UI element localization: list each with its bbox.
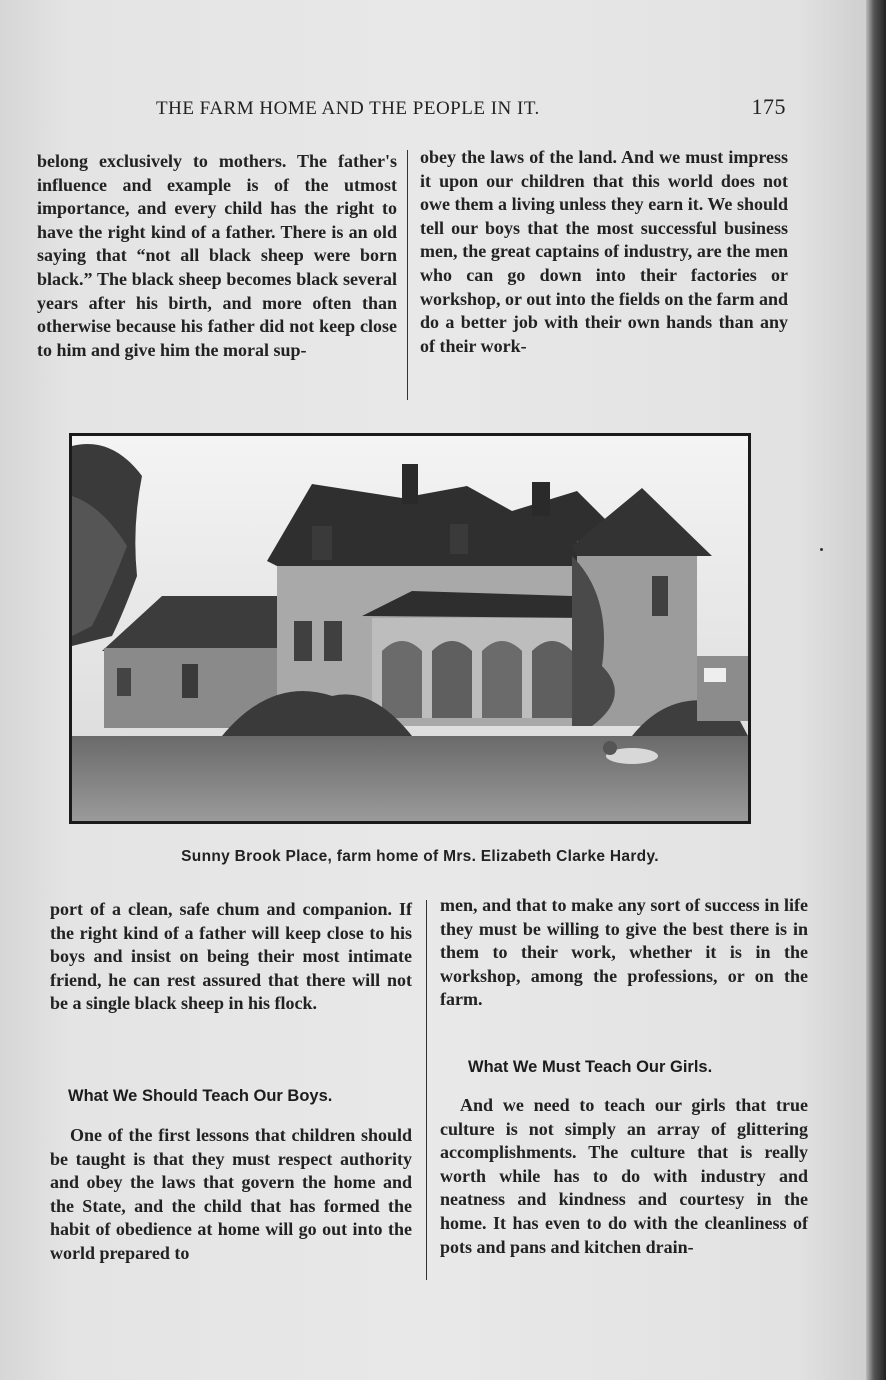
page-number: 175 [751,94,786,119]
bottom-right-paragraph-2: And we need to teach our girls that true culture is not simply an array of glittering accomplishments. The culture that is really worth while has to do with industry and neatness and kindness and courtesy in the home. It has even to do with the cleanliness of pots and pans and kitchen drain- [440,1095,808,1257]
bottom-right-column-2 [440,1094,808,1259]
top-right-paragraph: obey the laws of the land. And we must impress it upon our children that this world does not owe them a living unless they earn it. We should tell our boys that the most successful business men, the great captains of industry, are the men who can go down into their factories or workshop, or out into the fields on the farm and do a better job with their own hands than any of their work- [420,147,788,356]
top-left-column [37,150,397,362]
photo-caption: Sunny Brook Place, farm home of Mrs. Elizabeth Clarke Hardy. [181,848,659,865]
heading-teach-boys: What We Should Teach Our Boys. [68,1087,333,1105]
speck [820,548,823,551]
farmhouse-illustration [72,436,748,821]
bottom-left-column-2 [50,1124,412,1266]
top-left-paragraph: belong exclusively to mothers. The father's influence and example is of the utmost importance, and every child has the right to have the right kind of a father. There is an old saying that “not all black sheep were born black.” The black sheep becomes black several years after his birth, and more often than otherwise because his father did not keep close to him and give him the moral sup- [37,151,397,360]
running-head-title: THE FARM HOME AND THE PEOPLE IN IT. [156,98,540,119]
column-divider-bottom [426,900,427,1280]
farmhouse-photo [69,433,751,824]
bottom-left-paragraph-1: port of a clean, safe chum and companion. If the right kind of a father will keep close to his boys and insist on being their most intimate friend, he can rest assured that there will not be a single black sheep in his flock. [50,899,412,1014]
page-edge-shadow [866,0,886,1380]
bottom-left-paragraph-2: One of the first lessons that children should be taught is that they must respect authority and obey the laws that govern the home and the State, and the child that has formed the habit of obedience at home will go out into the world prepared to [50,1125,412,1263]
column-divider-top [407,150,408,400]
bottom-right-column [440,894,808,1012]
heading-teach-girls: What We Must Teach Our Girls. [468,1058,713,1076]
bottom-left-column [50,898,412,1016]
bottom-right-paragraph-1: men, and that to make any sort of success in life they must be willing to give the best there is in them to their work, whether it is in the workshop, among the professions, or on the farm. [440,895,808,1010]
top-right-column [420,146,788,358]
